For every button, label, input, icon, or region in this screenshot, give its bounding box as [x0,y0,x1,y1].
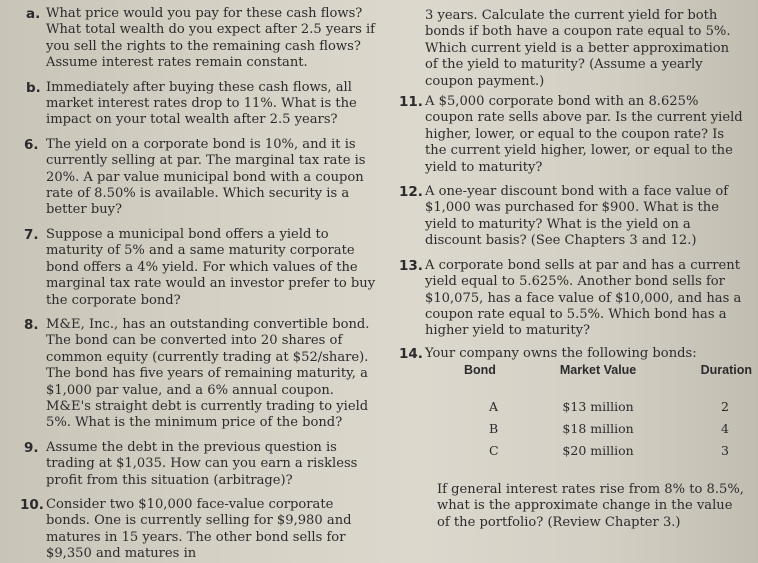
question-5a-label: a. [26,6,41,22]
question-11-label: 11. [399,94,423,111]
question-13-text: A corporate bond sells at par and has a current yield equal to 5.625%. Another bond sells for $10,075, has a face value of $10,000, and has a coupon rate equal to 5.5%. Which bond has a higher yield to maturity? [425,257,742,339]
question-10 [20,496,376,563]
left-column [20,0,378,562]
question-10-label: 10. [20,496,44,513]
question-13-label: 13. [399,257,423,274]
question-6-text: The yield on a corporate bond is 10%, and it is currently selling at par. The marginal tax rate is 20%. A par value municipal bond with a coupon rate of 8.50% is available. Which security is a better buy? [46,136,366,218]
table-cell: $20 million [562,442,634,458]
question-14-text: Your company owns the following bonds: [425,345,697,361]
question-12-text: A one-year discount bond with a face value of $1,000 was purchased for $900. What is the yield to maturity? What is the yield on a discount basis? (See Chapters 3 and 12.) [425,184,729,249]
question-5b-text: Immediately after buying these cash flows, all market interest rates drop to 11%. What is the impact on your total wealth after 2.5 years? [46,79,357,128]
question-8-text: M&E, Inc., has an outstanding convertible bond. The bond can be converted into 20 shares of common equity (currently trading at $52/share). The bond has five years of remaining maturity, a $1,000 par value, and a 6% annual coupon. M&E's straight debt is currently trading to yield 5%. What is the minimum price of the bond? [46,316,370,431]
question-5b [26,79,376,129]
question-5a-text: What price would you pay for these cash flows? What total wealth do you expect after 2.5 years if you sell the rights to the remaining cash flows? Assume interest rates remain constant. [46,6,376,71]
question-7-text: Suppose a municipal bond offers a yield to maturity of 5% and a same maturity corporate bond offers a 4% yield. For which values of the marginal tax rate would an investor prefer to buy the corporate bond? [46,226,376,308]
question-10-continued [425,8,745,90]
table-cell: C [489,442,499,458]
question-7-label: 7. [24,226,39,243]
question-8 [24,316,376,432]
table-row [463,417,753,439]
market-value-header: Market Value [559,363,637,377]
table-row [463,439,753,461]
question-14-followup [437,482,749,531]
question-7 [24,226,376,309]
bond-table [463,362,753,461]
question-6 [24,136,376,219]
question-9-label: 9. [24,439,39,456]
question-9 [24,439,376,489]
table-cell: $13 million [562,398,634,414]
duration-header: Duration [700,363,752,377]
question-11 [399,94,747,176]
question-14 [399,345,747,362]
question-6-label: 6. [24,136,39,153]
table-cell: 4 [721,420,729,436]
question-10-text: Consider two $10,000 face-value corporate bonds. One is currently selling for $9,980 and matures in 15 years. The other bond sells for $9,350 and matures in [46,496,352,562]
question-12-label: 12. [399,184,423,201]
question-11-text: A $5,000 corporate bond with an 8.625% coupon rate sells above par. Is the current yield higher, lower, or equal to the coupon rate? Is the current yield higher, lower, or equal to the yield to maturity? [425,94,743,175]
table-cell: A [489,398,499,414]
table-cell: B [489,420,499,436]
table-row [463,395,753,417]
bond-table-header-row [463,362,753,395]
table-cell: 3 [721,442,729,458]
question-5b-label: b. [26,79,41,96]
question-10-continued-text: 3 years. Calculate the current yield for both bonds if both have a coupon rate equal to 5%. Which current yield is a better approximation of the yield to maturity? (Assume a yearly coupon payment.) [425,8,731,89]
right-column [399,0,752,530]
question-12 [399,184,747,250]
table-cell: $18 million [562,420,634,436]
question-14-label: 14. [399,345,423,362]
question-8-label: 8. [24,316,39,333]
question-9-text: Assume the debt in the previous question is trading at $1,035. How can you earn a riskless profit from this situation (arbitrage)? [46,439,358,488]
question-14-followup-text: If general interest rates rise from 8% to 8.5%, what is the approximate change in the value of the portfolio? (Review Chapter 3.) [437,482,744,530]
table-cell: 2 [721,398,729,414]
question-5a [26,6,376,72]
question-13 [399,257,747,340]
bond-header: Bond [464,363,496,377]
